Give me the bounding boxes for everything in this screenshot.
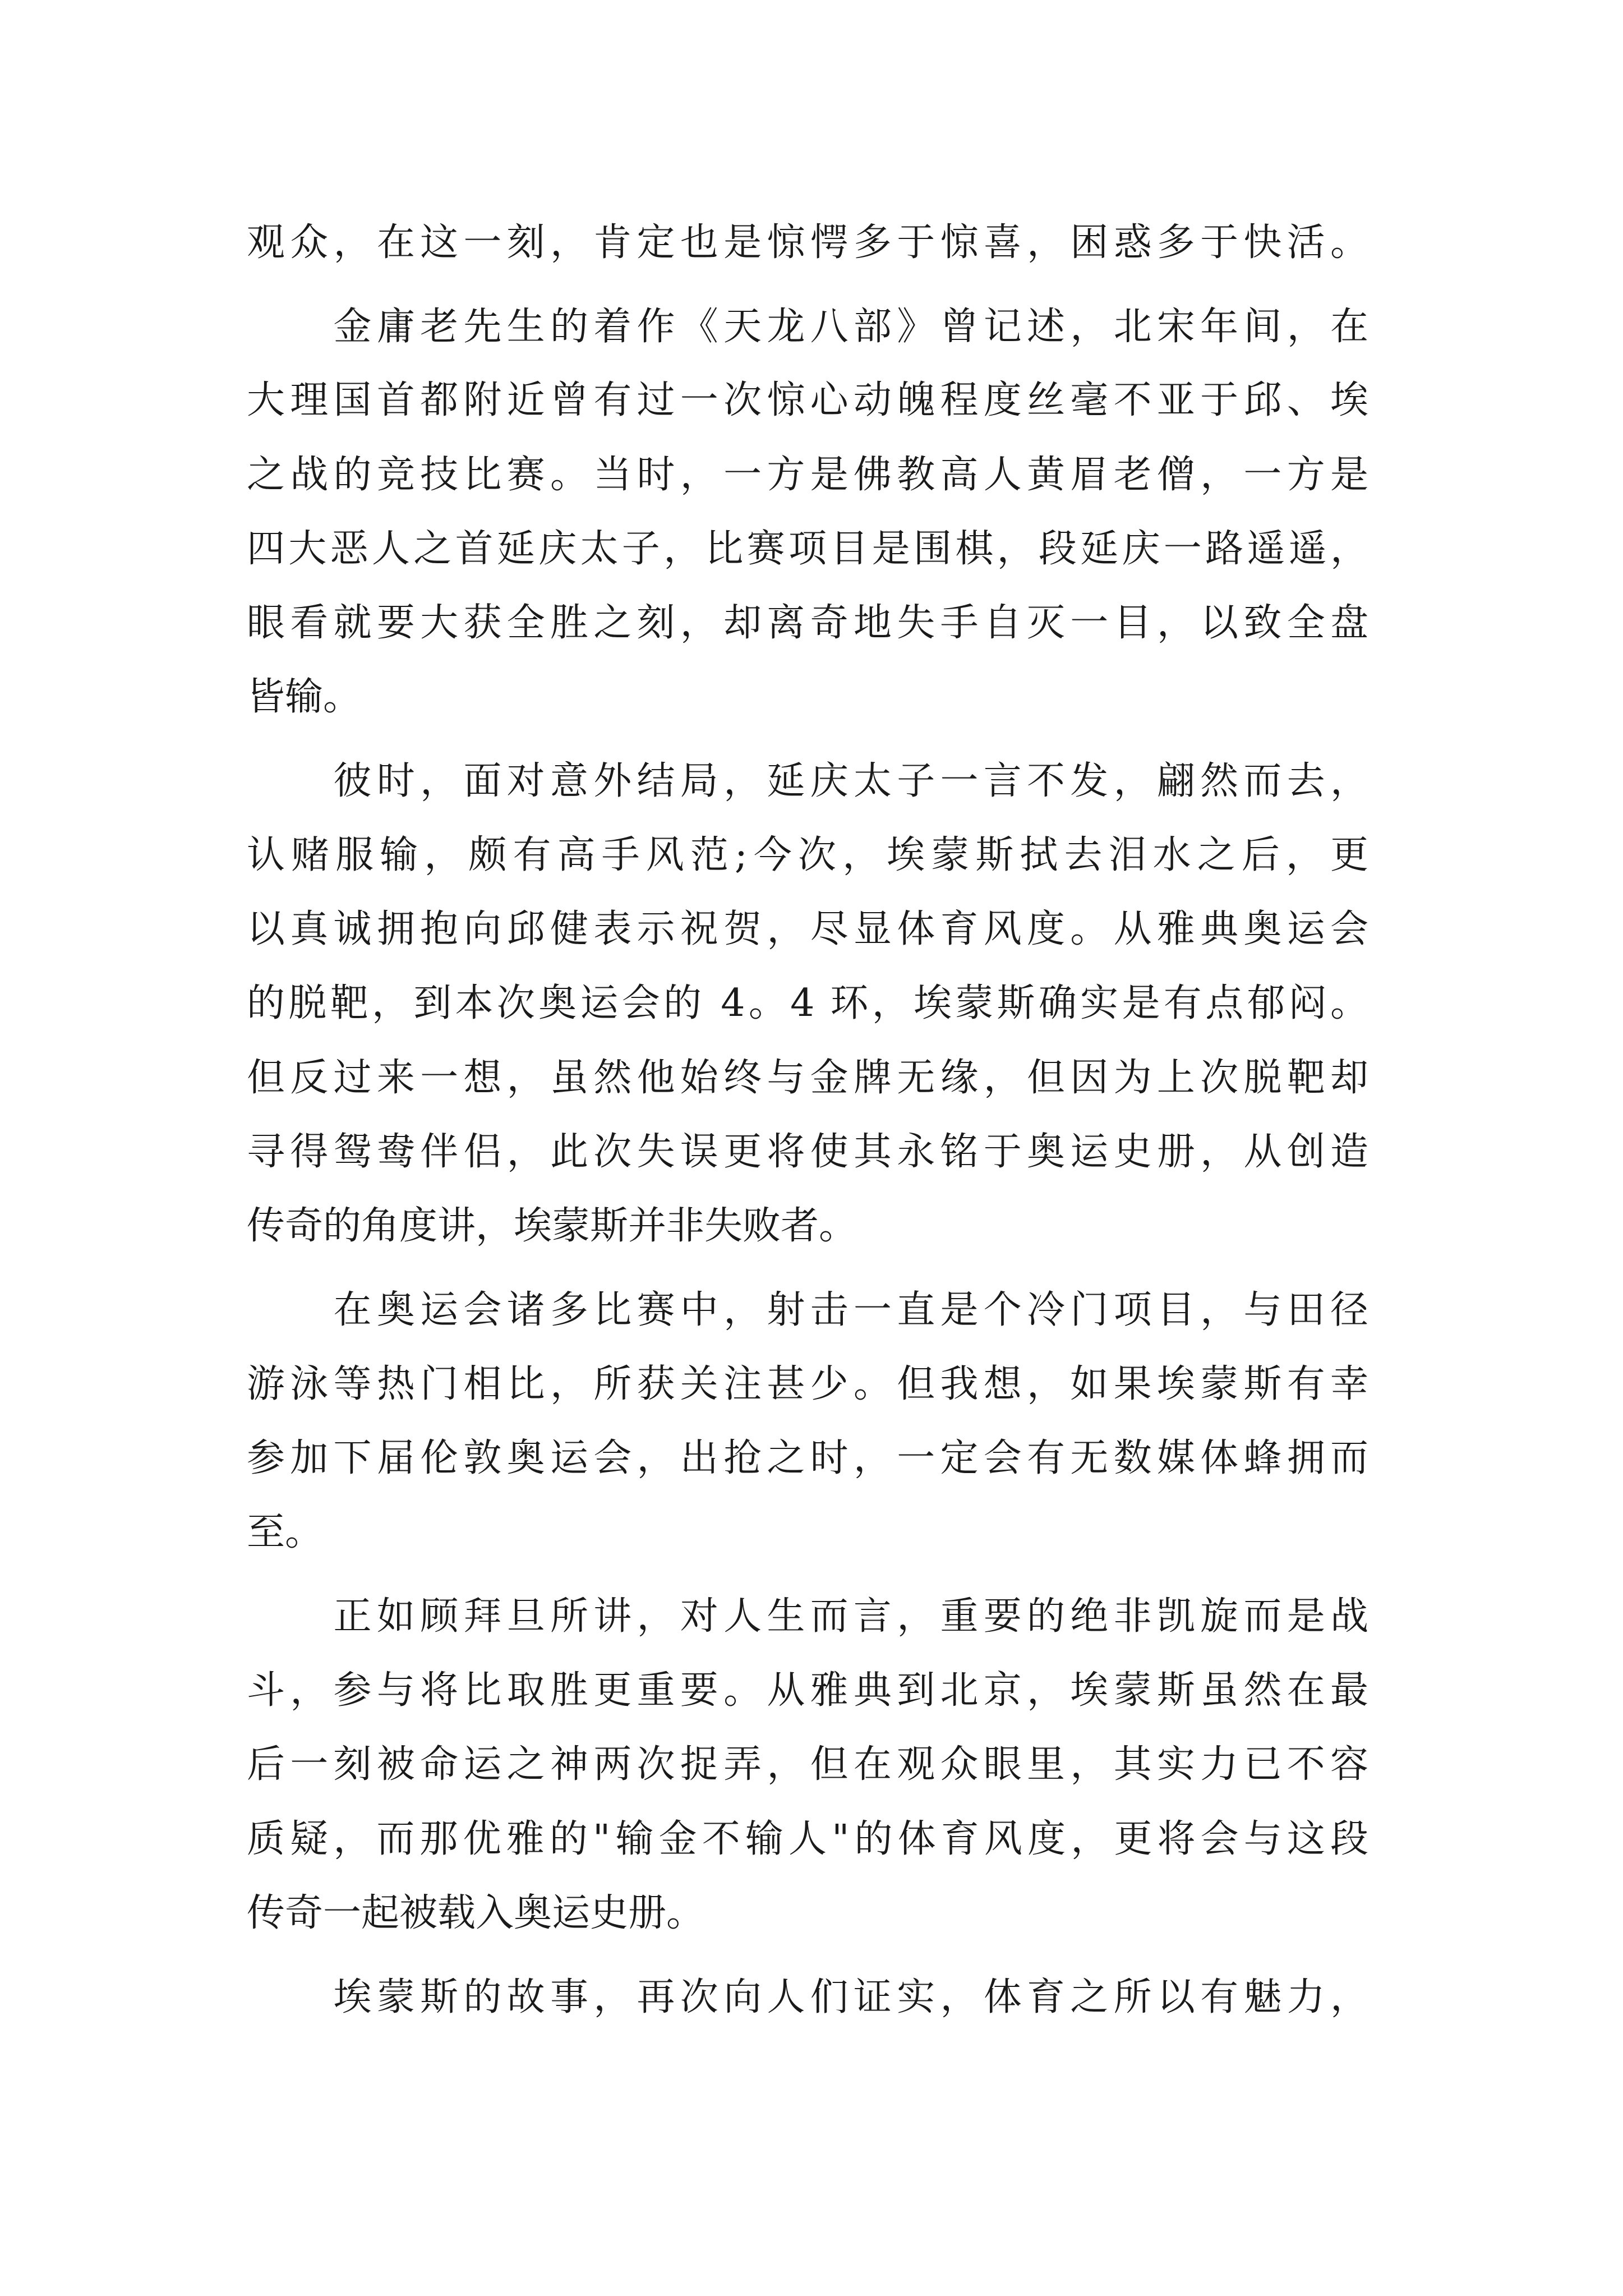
text-line: 埃蒙斯的故事，再次向人们证实，体育之所以有魅力， (247, 1975, 1368, 2019)
text-line: 传奇的角度讲，埃蒙斯并非失败者。 (247, 1204, 857, 1248)
text-line: 观众，在这一刻，肯定也是惊愕多于惊喜，困惑多于快活。 (247, 220, 1368, 265)
text-line: 质疑，而那优雅的"输金不输人"的体育风度，更将会与这段 (247, 1817, 1368, 1861)
text-line: 正如顾拜旦所讲，对人生而言，重要的绝非凯旋而是战 (247, 1594, 1368, 1639)
text-line: 至。 (247, 1510, 324, 1554)
text-line: 寻得鸳鸯伴侣，此次失误更将使其永铭于奥运史册，从创造 (247, 1130, 1368, 1174)
text-line: 金庸老先生的着作《天龙八部》曾记述，北宋年间，在 (247, 305, 1368, 349)
text-line: 认赌服输，颇有高手风范;今次，埃蒙斯拭去泪水之后，更 (247, 833, 1368, 877)
text-line: 大理国首都附近曾有过一次惊心动魄程度丝毫不亚于邱、埃 (247, 378, 1368, 422)
text-line: 四大恶人之首延庆太子，比赛项目是围棋，段延庆一路遥遥， (247, 527, 1368, 571)
text-line: 游泳等热门相比，所获关注甚少。但我想，如果埃蒙斯有幸 (247, 1362, 1368, 1406)
text-line: 但反过来一想，虽然他始终与金牌无缘，但因为上次脱靶却 (247, 1056, 1368, 1100)
text-line: 在奥运会诸多比赛中，射击一直是个冷门项目，与田径 (247, 1288, 1368, 1332)
text-line: 的脱靶，到本次奥运会的 4。4 环，埃蒙斯确实是有点郁闷。 (247, 981, 1368, 1025)
text-line: 后一刻被命运之神两次捉弄，但在观众眼里，其实力已不容 (247, 1742, 1368, 1787)
text-line: 参加下届伦敦奥运会，出抢之时，一定会有无数媒体蜂拥而 (247, 1436, 1368, 1480)
text-line: 传奇一起被载入奥运史册。 (247, 1891, 705, 1935)
text-line: 皆输。 (247, 675, 362, 719)
text-line: 之战的竞技比赛。当时，一方是佛教高人黄眉老僧，一方是 (247, 453, 1368, 497)
text-line: 斗，参与将比取胜更重要。从雅典到北京，埃蒙斯虽然在最 (247, 1668, 1368, 1713)
text-line: 眼看就要大获全胜之刻，却离奇地失手自灭一目，以致全盘 (247, 601, 1368, 645)
text-line: 以真诚拥抱向邱健表示祝贺，尽显体育风度。从雅典奥运会 (247, 907, 1368, 951)
text-line: 彼时，面对意外结局，延庆太子一言不发，翩然而去， (247, 759, 1368, 803)
